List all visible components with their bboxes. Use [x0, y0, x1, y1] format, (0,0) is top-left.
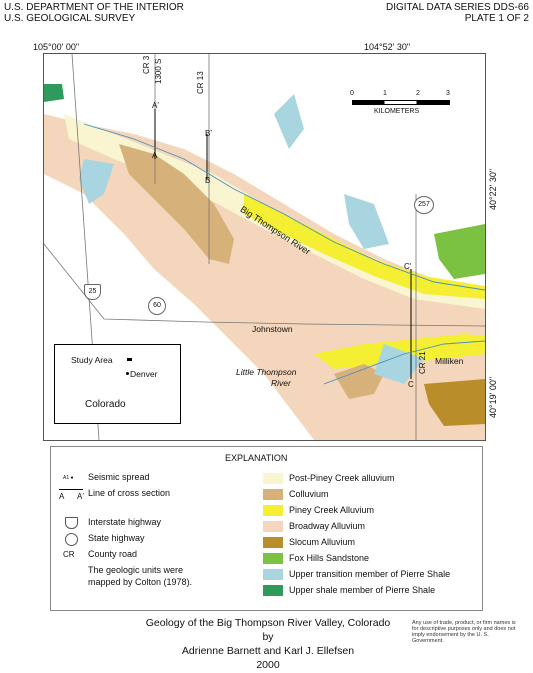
label-b: B [205, 176, 211, 185]
label-cr3: CR 3 [142, 55, 151, 74]
legend-post-piney-creek: Post-Piney Creek alluvium [289, 473, 395, 483]
legend-seismic-spread: Seismic spread [88, 472, 150, 482]
swatch-slocum [263, 537, 283, 548]
state-highway-icon [65, 533, 78, 546]
label-b-prime: B' [205, 129, 212, 138]
section-line-symbol [59, 489, 83, 490]
footer-title: Geology of the Big Thompson River Valley, Colorado [145, 617, 391, 629]
label-c: C [408, 380, 414, 389]
swatch-pierre-transition [263, 569, 283, 580]
legend-fox-hills: Fox Hills Sandstone [289, 553, 370, 563]
label-big-thompson-river: Big Thompson River [238, 204, 313, 257]
label-johnstown: Johnstown [252, 324, 293, 334]
shield-hwy-60: 60 [148, 297, 166, 315]
header-left [4, 2, 184, 24]
coord-top-left: 105°00' 00" [33, 42, 80, 52]
unit-pierre-transition-2 [274, 94, 304, 149]
label-little-thompson-1: Little Thompson [236, 367, 297, 377]
label-1300s: 1300 S [154, 58, 163, 84]
legend-county-road: County road [88, 549, 138, 559]
series-id: DIGITAL DATA SERIES DDS-66 [386, 2, 529, 13]
footer-disclaimer: Any use of trade, product, or firm names is for descriptive purposes only and does not imply endorsement by the U. S. Government. [412, 620, 516, 644]
label-cr13: CR 13 [196, 71, 205, 94]
scale-tick-1: 1 [383, 90, 387, 97]
unit-pierre-upper [44, 84, 64, 102]
coord-right-lower-wrap [486, 360, 500, 420]
footer-authors: Adrienne Barnett and Karl J. Ellefsen [181, 645, 355, 657]
scale-tick-2: 2 [416, 90, 420, 97]
scale-tick-3: 3 [446, 90, 450, 97]
label-cr21: CR 21 [418, 351, 427, 374]
inset-study-area: Study Area [71, 355, 113, 365]
label-a: A [152, 151, 158, 160]
coord-right-upper-wrap [486, 152, 500, 212]
interstate-shield-icon [65, 517, 78, 529]
coord-right-upper: 40°22' 30" [488, 168, 498, 210]
legend-broadway: Broadway Alluvium [289, 521, 366, 531]
legend-note-2: mapped by Colton (1978). [88, 577, 193, 587]
inset-colorado: Colorado [85, 399, 126, 410]
swatch-fox-hills [263, 553, 283, 564]
scale-tick-0: 0 [350, 90, 354, 97]
label-milliken: Milliken [435, 356, 464, 366]
swatch-broadway [263, 521, 283, 532]
legend-note-1: The geologic units were [88, 565, 184, 575]
legend-state-highway: State highway [88, 533, 145, 543]
shield-i25: 25 [84, 284, 101, 300]
unit-fox-hills [434, 224, 485, 279]
legend [50, 446, 483, 611]
inset-map [54, 344, 181, 424]
section-symbol-a: A [59, 492, 65, 501]
coord-top-right: 104°52' 30" [364, 42, 411, 52]
label-c-prime: C' [404, 262, 412, 271]
legend-colluvium: Colluvium [289, 489, 329, 499]
unit-pierre-transition-3 [344, 194, 389, 249]
plate-number: PLATE 1 OF 2 [464, 13, 529, 24]
footer-by: by [262, 631, 274, 643]
legend-slocum: Slocum Alluvium [289, 537, 356, 547]
swatch-post-piney-creek [263, 473, 283, 484]
legend-pierre-transition: Upper transition member of Pierre Shale [289, 569, 451, 579]
swatch-colluvium [263, 489, 283, 500]
inset-denver: Denver [130, 369, 158, 379]
swatch-piney-creek [263, 505, 283, 516]
scale-bar [350, 90, 450, 120]
label-a-prime: A' [152, 101, 159, 110]
scale-unit: KILOMETERS [374, 108, 420, 115]
header-right [386, 2, 529, 24]
geologic-map [43, 53, 486, 441]
legend-title: EXPLANATION [225, 453, 288, 463]
scale-bar-graphic [352, 100, 450, 105]
county-road-symbol: CR [63, 550, 75, 559]
section-symbol-a-prime: A' [77, 492, 84, 501]
shield-hwy-257: 257 [414, 196, 434, 214]
legend-pierre-upper: Upper shale member of Pierre Shale [289, 585, 436, 595]
seismic-symbol: A1 ● [63, 475, 74, 481]
footer-year: 2000 [256, 659, 280, 671]
legend-interstate: Interstate highway [88, 517, 162, 527]
agency-name: U.S. DEPARTMENT OF THE INTERIOR [4, 2, 184, 13]
label-little-thompson-2: River [271, 378, 291, 388]
survey-name: U.S. GEOLOGICAL SURVEY [4, 13, 136, 24]
swatch-pierre-upper [263, 585, 283, 596]
denver-dot [126, 372, 129, 375]
coord-right-lower: 40°19' 00" [488, 376, 498, 418]
legend-cross-section: Line of cross section [88, 488, 171, 498]
study-area-marker [127, 358, 132, 361]
legend-piney-creek: Piney Creek Alluvium [289, 505, 375, 515]
